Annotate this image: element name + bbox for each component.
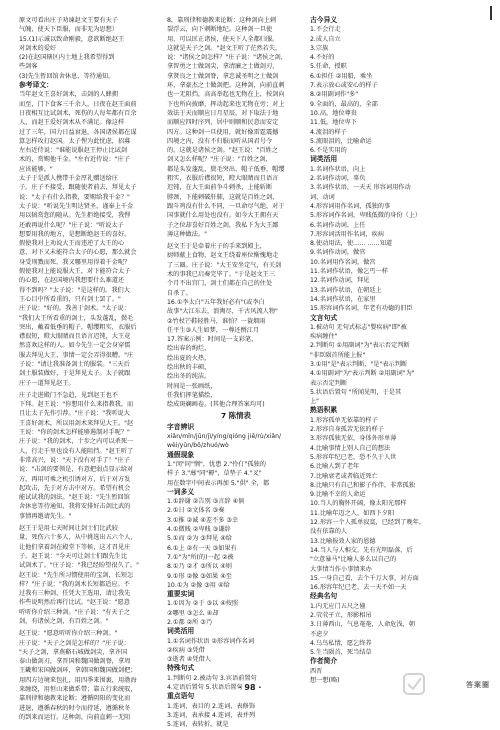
middle-column-line: 任我们挥笔描绘， bbox=[167, 391, 217, 399]
right-column-line: 4.不好的 bbox=[310, 54, 335, 62]
middle-column-line: 绘出冬的纯洁。 bbox=[167, 373, 211, 381]
middle-column-line: 跟斗鸡没有什么不同，一旦命尽气绝，对于 bbox=[167, 202, 285, 210]
right-column-line: 4.流泪的样子 bbox=[310, 128, 347, 136]
middle-column-line: 3.连词，表承接 4.连词，表并列 bbox=[167, 711, 256, 719]
right-column-line: 3.形容孤独无依，身体外形单薄 bbox=[310, 435, 397, 443]
middle-column-line: 术的事我已启奏完毕了。"于是赵文王三 bbox=[167, 271, 276, 279]
middle-column-line: 绘出夏的火热， bbox=[167, 354, 211, 362]
middle-column-line: 1.连词，表目的 2.连词，表修饰 bbox=[167, 702, 256, 710]
middle-column-line: 子之位却喜好百姓之剑，我私下为大王鄙 bbox=[167, 221, 279, 229]
left-column-line: 来缠绕，用恒山来做系带；靠五行来统驭， bbox=[19, 686, 137, 694]
right-column-line: 9.全面的，最高的，全部 bbox=[310, 100, 378, 108]
middle-column-line: 7 陈情表 bbox=[221, 411, 251, 421]
left-column-line: 庄子走进殿门不急趋，见到赵王也不 bbox=[19, 391, 118, 399]
middle-column-line: 1.①因为 ②于 ③以 ④按照 bbox=[167, 600, 239, 608]
right-column-line: 6.名词作动词，上任 bbox=[310, 221, 366, 229]
middle-column-line: 迟钝，在大王面前争斗刺杀，上能斩断 bbox=[167, 184, 273, 192]
middle-column-line: 故事"大江东去，浪淘尽，千古风流人物" bbox=[167, 308, 278, 316]
right-column-line: 1.内无应门五尺之僮 bbox=[310, 602, 366, 610]
right-column-line: 2.名词作动词，辜负 bbox=[310, 175, 366, 183]
right-column-line: 3.名词作状语，一天天 形容词用作动 bbox=[310, 184, 411, 192]
left-column-line: 王喜好剑术，所以用剑术来拜见大王。"赵 bbox=[19, 419, 134, 427]
middle-column-line: ②竹杖芒鞋轻胜马，谁怕？一蓑烟雨 bbox=[167, 317, 266, 325]
middle-column-line: 6.①上 ②有一天 ③如果有 bbox=[167, 544, 237, 552]
middle-column-line: 词类活用 bbox=[167, 627, 195, 636]
middle-column-line: 通假现象 bbox=[167, 450, 195, 459]
left-column-line: 襟很短，瞪大眼睛而且语言迟钝，大王竟 bbox=[19, 333, 131, 341]
right-column-line: 1.被动句 无句式标志"婴疾病"即"被 bbox=[310, 323, 407, 331]
middle-column-line: 5.连词，表转折，就是 bbox=[167, 721, 229, 729]
middle-column-line: 16.①李太白"五年我好必有"(或李白 bbox=[167, 298, 265, 306]
left-column-line: 人，行走千里也没有人能阻挡。"赵王听了 bbox=[19, 447, 134, 455]
left-column-line: "我们大王所看重的剑士，头发蓬乱，鬓毛 bbox=[19, 314, 134, 322]
right-column-line: 想一想(略) bbox=[310, 677, 340, 685]
right-column-line: 8.使动用法，使…… ……知道 bbox=[310, 240, 393, 248]
middle-column-line: 重要实词 bbox=[167, 590, 195, 599]
right-column-line: 12.名词作动词，拜见 bbox=[310, 277, 370, 285]
right-column-line: 6.①担任 ②用船，乘坐 bbox=[310, 72, 373, 80]
left-column-line: 起攻击，先于对方击中对方。希望有机会 bbox=[19, 484, 131, 492]
column-left bbox=[19, 16, 162, 721]
left-column-line: 方，再用可乘之机引诱对方，后于对方发 bbox=[19, 475, 131, 483]
middle-column-line: 17.答案示例：时间是一支彩笔， bbox=[167, 336, 258, 344]
left-column-line: 赵王于是用七天时间让剑士们比武较 bbox=[19, 525, 118, 533]
right-column-line: 没有依靠的人 bbox=[310, 528, 348, 536]
right-column-line: 文言句式 bbox=[310, 313, 338, 322]
left-column-line: 说："击剑的要领是，有意把弱点显示给对 bbox=[19, 466, 134, 474]
middle-column-line: 效法于天而顺应日月星辰，对下取法于地 bbox=[167, 109, 279, 117]
right-column-line: 1.不会行走 bbox=[310, 26, 341, 34]
right-column-line: 2.茕茕孑立，形影相吊 bbox=[310, 612, 372, 619]
left-column-line: 应该能够。" bbox=[19, 165, 53, 173]
left-column-line: 突出，戴着低垂的帽子，帽缨粗实，衣服后 bbox=[19, 323, 137, 331]
middle-column-line: 都是头发蓬乱、鬓毛突出、帽子低垂，帽缨 bbox=[167, 165, 285, 173]
right-column-line: 5.形容年纪已老，恐不久于人世 bbox=[310, 453, 397, 461]
middle-column-line: 脖颈，下能刺破肝肺，这就是百姓之剑， bbox=[167, 193, 279, 201]
left-column-line: 进退，遵循春秋的时令而持延，遵循秋冬 bbox=[19, 704, 131, 712]
middle-column-line: 3.①推 ②诚 ④差不多 ③幸 bbox=[167, 516, 239, 524]
left-column-line: 想要用我的地方，是想断绝赵王的喜好。 bbox=[19, 230, 131, 238]
middle-column-line: 环，拿豪杰之士做剑把。这种剑，向前直刺 bbox=[167, 82, 285, 90]
right-column-line: 4.形容词用作名词，孤独的事 bbox=[310, 202, 391, 210]
middle-column-line: xiǎn/mǐn/jūn/jì/yíng/qióng jiē/rù/xiǎn/ bbox=[167, 433, 282, 441]
right-column-line: 3.宗族 bbox=[310, 44, 329, 52]
right-column-line: 10.名词用作名词，做宫 bbox=[310, 258, 376, 266]
left-column-line: 算怎样攻打赵国。太子悝为此忧虑，招募 bbox=[19, 137, 131, 145]
right-column-line: 14.当人与人相交，先有光明磊落，后 bbox=[310, 546, 413, 554]
right-column-line: 8.比喻只有自己和影子作伴，非常孤独 bbox=[310, 481, 415, 489]
middle-column-line: 个月不出宫门，剑士们都在自己的住处 bbox=[167, 280, 273, 288]
right-column-line: 2.形容自身孤苦无依的样子 bbox=[310, 426, 384, 434]
middle-column-line: 8，靠刑律和德教来论断；这种剑向上刺 bbox=[167, 17, 277, 24]
right-column-line: 大事情当作小事情来办 bbox=[310, 565, 372, 573]
corner-mark bbox=[490, 6, 492, 20]
left-column-line: 子。庄子不接受，跟随使者前去，拜见太子 bbox=[19, 184, 137, 192]
left-column-line: 15.(1)示诚以致命刚毅，意欲断绝赵王 bbox=[19, 35, 125, 43]
middle-column-line: 7.①"为"所(的)一起 ②被 bbox=[167, 553, 234, 561]
left-column-line: 下拜。赵王说："你想用什么来指教我，而 bbox=[19, 401, 134, 409]
right-column-line: 11.低，地位卑下 bbox=[310, 119, 357, 127]
left-column-line: 庄子一道拜见赵王。 bbox=[19, 379, 75, 387]
middle-column-line: 4.定语后置句 5.状语后置句 bbox=[167, 684, 243, 692]
left-column-line: 且让太子先作引荐。"庄子说："我听说大 bbox=[19, 410, 130, 418]
right-column-line: 7.表示放心或安心的样子 bbox=[310, 82, 378, 90]
left-column-line: 王畿和宋国做剑环，拿韩国和魏国做剑把； bbox=[19, 667, 137, 675]
middle-column-line: 8.①乃 ②才 ③所以 ④则 bbox=[167, 563, 232, 571]
middle-column-line: ②疾病 ③凭借 bbox=[167, 646, 205, 654]
middle-column-line: 9.①形 ②像 ③如果 ④至 bbox=[167, 572, 232, 580]
left-column-line: 日夜相互比试剑术，死伤的人每年都有百余 bbox=[19, 109, 137, 117]
column-right bbox=[310, 16, 475, 685]
left-column-line: 剑，有诸侯之剑，有百姓之剑。" bbox=[19, 618, 109, 625]
left-column-line: 子。赵王说："今天可让剑士们跟先生比 bbox=[19, 552, 128, 560]
middle-column-line: 1."闵"同"悯"，忧患 2."伶仃"孤独的 bbox=[167, 460, 266, 468]
left-column-line: 过我有三种剑，任凭大王选用，请让我先 bbox=[19, 590, 131, 598]
left-column-line: 而至，门下食客三千余人，日夜在赵王面前 bbox=[19, 100, 137, 108]
middle-column-line: 2.①日 ②文体名 ③奏 bbox=[167, 507, 225, 515]
right-column-line: 熟语积累 bbox=[310, 406, 338, 415]
right-column-line: 西晋 bbox=[310, 667, 323, 675]
right-column-line: 9.名词作动词，做官 bbox=[310, 249, 366, 257]
right-column-line: 12.形容一个人孤单寂寞，已经到了晚年， bbox=[310, 519, 426, 527]
right-column-line: 15.形容词作名词，年老有功德的旧臣 bbox=[310, 305, 413, 313]
right-column-line: "非臣陨首所能上报" bbox=[310, 351, 366, 359]
left-column-line: 说："太子有什么指教，要赐给我千金？" bbox=[19, 193, 130, 201]
middle-column-line: 2.①都 ②所 ③乃 bbox=[167, 619, 213, 626]
left-column-line: 能试试我的剑法。"赵王说："先生暂回馆 bbox=[19, 494, 130, 502]
left-column-line: 意，对下又未能符合太子的心愿，那么就会 bbox=[19, 249, 137, 257]
right-column-line: 4.①用副词"为"表示判断 ②用副词"为" bbox=[310, 370, 415, 378]
middle-column-line: 的。这就是诸侯之剑。"赵王说："百姓之 bbox=[167, 147, 278, 155]
left-column-line: 太子于是派人携带千金厚礼赠送给庄 bbox=[19, 175, 118, 183]
left-column-line: 当年赵文王喜好剑术，击剑的人蜂拥 bbox=[19, 91, 118, 99]
left-column-line: 试剑术了。"庄子说："我已经盼望很久了。" bbox=[19, 562, 139, 570]
right-column-line: 1.形容孤单无依靠的样子 bbox=[310, 416, 378, 424]
middle-column-line: 1.①名词作状语 ②形容词作名词 bbox=[167, 637, 255, 645]
middle-column-line: 时间是一张画纸， bbox=[167, 382, 217, 390]
watermark-text: 答案圈 bbox=[466, 681, 490, 689]
right-column-line: 不虑夕 bbox=[310, 630, 329, 638]
right-column-line: 6.不是实用的 bbox=[310, 147, 347, 155]
right-column-line: 4.乌鸟私情，愿乞终养 bbox=[310, 639, 372, 647]
right-column-line: 表示否定判断 bbox=[310, 379, 348, 387]
left-column-line: 王说："你的剑术怎样能够遏制对手呢？" bbox=[19, 429, 130, 437]
right-column-line: 疾病缠住" bbox=[310, 333, 338, 341]
left-column-line: 服去拜见大王，事情一定会弄得很糟。"庄 bbox=[19, 351, 134, 359]
right-column-line: 3.日薄西山，气息奄奄，人命危浅，朝 bbox=[310, 621, 415, 629]
right-column-line: 5.形容词作名词，卑贱低微的身份（上） bbox=[310, 212, 422, 220]
right-column-line: 11.名词作状语，像乞丐一样 bbox=[310, 268, 388, 276]
left-column-line: 样？"庄子说："我的剑术长短都适应。不 bbox=[19, 580, 130, 588]
left-column-line: 泰山做剑刃，拿晋国和魏国做剑脊，拿周 bbox=[19, 658, 131, 666]
middle-column-line: 这就是天子之剑。"赵文王听了茫然若失， bbox=[167, 44, 282, 52]
left-column-line: 用四方边境来包扎，用四季来围裹，用渤海 bbox=[19, 676, 137, 684]
left-column-line: (3)先生暂回馆舍休息，等待通知。 bbox=[19, 72, 115, 80]
middle-column-line: 拿智勇之士做剑尖，拿清廉之士做剑刃， bbox=[167, 63, 279, 71]
right-column-line: 作者简介 bbox=[310, 657, 338, 666]
right-column-line: 3.①用"是"表示判断，"是"表示判断 bbox=[310, 360, 408, 368]
middle-column-line: 四境之内，没有不归服而听从国君号令 bbox=[167, 137, 273, 145]
left-column-line: 还敢再说什么呢？"庄子说："听说太子 bbox=[19, 221, 124, 229]
left-column-line: 事情再邀请先生。" bbox=[19, 512, 72, 520]
left-column-line: 过了三年，国力日益衰退，各国诸侯都在谋 bbox=[19, 128, 137, 136]
middle-column-line: 拿贤良之士做剑脊，拿忠诚圣明之士做剑 bbox=[167, 72, 279, 80]
left-column-line: 庄子说："好的。我善于剑术。"太子说： bbox=[19, 305, 130, 313]
right-column-line: 15.一身自己看，去个千万大事，对方面 bbox=[310, 574, 419, 582]
middle-column-line: 字音辨识 bbox=[167, 422, 195, 431]
left-column-line: 子说："请让我准备剑士的服装。"三天后 bbox=[19, 360, 130, 368]
right-column-line: 11.比喻年迈之人，如西下夕阳 bbox=[310, 509, 395, 517]
left-column-line: 假使我对上能说服大王，对下能符合太子 bbox=[19, 268, 131, 276]
right-column-line: 2.成人自立 bbox=[310, 35, 341, 43]
middle-column-line: 样子 3."蓐"同"褥"，草垫子 4."叉" bbox=[167, 470, 262, 478]
right-column-line: 8.②用副词作"多" bbox=[310, 91, 359, 99]
left-column-line: 作些说明然后再行比试。"赵王说："愿意 bbox=[19, 599, 130, 607]
left-column-line: 靠刑律和德教来论断；遵循阴阳的变化而 bbox=[19, 695, 131, 703]
left-column-line: 的心愿，在赵国境内我想要什么难道还 bbox=[19, 277, 125, 285]
right-column-line: 10.当人的胸怀开阔，像太阳光那样 bbox=[310, 500, 407, 508]
middle-column-line: wèi/yǔn/bō/zhuó/wò bbox=[167, 442, 229, 450]
middle-column-line: 也一无阻挡，高高举起也无物在上，按剑向 bbox=[167, 91, 285, 99]
left-column-line: 王心目中所看重的，只有剑士罢了。" bbox=[19, 295, 121, 303]
left-column-line: 假使我对上劝说大王而违逆了大王的心 bbox=[19, 240, 125, 248]
right-column-line: 5.流眼泪的，比喻命运 bbox=[310, 137, 372, 145]
left-column-line: 身受刑戮而死，我又哪里用得着千金呢？ bbox=[19, 258, 131, 266]
left-column-line: 然喜欢这样的人。如今先生一定会身穿儒 bbox=[19, 342, 131, 350]
left-column-line: 左右近侍说："谁能说服赵王停止比试剑 bbox=[19, 147, 128, 155]
left-column-line: 用以犒赏您的随从。先生拒绝接受，我悝 bbox=[19, 212, 131, 220]
middle-column-line: 绘成斑斓画卷。(其他合理答案均可) bbox=[167, 401, 265, 409]
left-column-line: 些剑客 bbox=[19, 63, 38, 71]
right-column-line: 9.比喻不幸的人命运 bbox=[310, 491, 366, 499]
left-column-line: (2)在赵国辖区内土地上我希望得到 bbox=[19, 54, 115, 62]
middle-column-line: ③逝者 ④凭借人 bbox=[167, 656, 211, 664]
left-column-line: 庄子说："我的剑术，十步之内可以杀死一 bbox=[19, 438, 134, 446]
left-column-line: 得不到吗？"太子说："是这样的。我们大 bbox=[19, 286, 130, 294]
middle-column-line: 10.①为 ②像 ③用 ④给 bbox=[167, 581, 230, 589]
left-column-line: 让他们拿着剑在殿堂下等候，这才召见庄 bbox=[19, 543, 131, 551]
right-column-line: 6.比喻人到了老年 bbox=[310, 463, 360, 471]
left-column-line: 术的，赏赐他千金。"左右近侍说："庄子 bbox=[19, 156, 130, 164]
left-column-line: 舍休息等待通知，我将安排好击剑比武的 bbox=[19, 503, 131, 511]
middle-column-line: ②哪里 ③怎么 ④却 bbox=[167, 609, 219, 617]
middle-column-line: 绘出春的绚烂， bbox=[167, 345, 211, 353]
left-column-line: 赵王说："愿意听听你介绍三种剑。" bbox=[19, 630, 118, 638]
middle-column-line: 了三圈。庄子说："大王安坐定气，有关剑 bbox=[167, 261, 282, 269]
right-column-line: 13.比喻报效人家的恩德 bbox=[310, 537, 376, 545]
middle-column-line: 5.①而 ②为 ③拜见 ④给 bbox=[167, 535, 232, 543]
right-column-line: 5.生当陨首，死当结草 bbox=[310, 649, 372, 657]
right-column-line: 7.比喻衰老或者临近死亡 bbox=[310, 472, 378, 480]
left-column-line: 庄子说："天子之剑是怎样的？"庄子说： bbox=[19, 639, 130, 647]
middle-column-line: 绘出秋的丰硕， bbox=[167, 363, 211, 371]
right-column-line: 2.判断句 ①用副词"为"表示否定判断 bbox=[310, 342, 410, 350]
left-column-line: 原文可看出庄子劝谏赵文王要有天子 bbox=[19, 17, 118, 24]
right-column-line: 4.比喻事情上别人自己的想法 bbox=[310, 444, 391, 452]
middle-column-line: 4.①微贱 ②卑贱 ③谦辞 bbox=[167, 526, 231, 534]
right-column-line: 5.任命，授职 bbox=[310, 63, 347, 71]
right-column-line: 13.名词作状语，在朝廷上 bbox=[310, 286, 382, 294]
left-column-line: "天子之剑，拿燕谿石城做剑尖，拿齐国 bbox=[19, 648, 128, 656]
left-column-line: 量，死伤六十多人，从中挑选出五六个人， bbox=[19, 534, 137, 542]
right-column-line: 7.形容词活用作名词，疾病 bbox=[310, 230, 384, 238]
middle-column-line: 1.判断句 2.被动句 3.宾语前置句 bbox=[167, 674, 257, 682]
middle-column-line: 1.①辞谢 ②告别 ③言辞 ④倘 bbox=[167, 498, 245, 506]
left-column-line: 人，而赵王爱好剑术从不满足。像这样 bbox=[19, 119, 125, 127]
middle-column-line: 剑又怎么样呢？"庄子说："百姓之剑， bbox=[167, 156, 272, 164]
right-column-line: 词类活用 bbox=[310, 155, 338, 164]
page-number: · 98 · bbox=[238, 683, 262, 692]
middle-column-line: 用，可以匡正诸侯，使天下人全都归服。 bbox=[167, 35, 279, 43]
middle-column-line: 下也所向披靡，挥动起来也无物在旁；对上 bbox=[167, 100, 285, 108]
right-column-line: 词，动词 bbox=[310, 193, 335, 201]
right-column-line: 16.形容年纪已老，去一天不如一天 bbox=[310, 584, 407, 592]
middle-column-line: 说："诸侯之剑怎样？"庄子说："诸侯之剑， bbox=[167, 54, 287, 62]
right-column-line: 经典名句 bbox=[310, 592, 338, 601]
middle-column-line: 重点语句 bbox=[167, 692, 195, 701]
right-column-line: 14.名词作状语，在家里 bbox=[310, 295, 376, 303]
middle-column-line: 厨师献上食物，赵文王绕着座位惭愧地走 bbox=[167, 252, 279, 260]
left-column-line: 的到来而运行。这种剑，向前直刺一无阻 bbox=[19, 713, 131, 721]
left-column-line: 参考译文： bbox=[19, 81, 53, 90]
left-column-line: 听听你介绍三种剑。"庄子说："有天子之 bbox=[19, 608, 130, 616]
middle-column-line: 四方。这种剑一旦使用，就好像雷霆震撼 bbox=[167, 128, 279, 136]
middle-column-line: 赵文王于是牵着庄子的手来到殿上， bbox=[167, 243, 266, 251]
right-column-line: 上" bbox=[310, 398, 320, 406]
right-column-line: 5.状语后置句 "所闻见明，于是其 bbox=[310, 388, 402, 396]
middle-column-line: 自杀了。 bbox=[167, 289, 192, 297]
left-column-line: 非常高兴，说："天下没有对手了！"庄子 bbox=[19, 456, 130, 464]
middle-column-line: 用在数字中间表示再加 5."供" 全，都 bbox=[167, 479, 270, 487]
middle-column-line: 国事就什么用处也没有。如今大王拥有天 bbox=[167, 212, 279, 220]
right-column-line: 1.名词作状语，向上 bbox=[310, 165, 366, 173]
right-column-line: 古今异义 bbox=[310, 16, 338, 24]
middle-column-line: 一词多义 bbox=[167, 487, 195, 496]
left-column-line: 对剑术的爱好 bbox=[19, 44, 57, 52]
left-column-line: 赵王说："先生所习惯使用的宝剑，长短怎 bbox=[19, 571, 134, 579]
left-column-line: 气魄，使天下臣服，而非无为思想） bbox=[19, 26, 118, 34]
middle-column-line: 薄这种做法。" bbox=[167, 230, 207, 238]
middle-column-line: 粗实，衣服后襟很短，瞪大眼睛而且语言 bbox=[167, 175, 279, 183]
middle-column-line: 而顺应四时序列，居中则顺和民意而安定 bbox=[167, 119, 279, 127]
right-column-line: "立意暴马"比喻人多么以自己的 bbox=[310, 556, 397, 564]
middle-column-line: 裂浮云，向下刺断地纪。这种剑一旦使 bbox=[167, 26, 273, 34]
middle-column-line: 任平生③人生如梦，一尊还酹江月 bbox=[167, 326, 260, 334]
middle-column-line: 特殊句式 bbox=[167, 664, 195, 673]
right-column-line: 10.高，地位尊贵 bbox=[310, 109, 357, 117]
left-column-line: 太子说："听说先生明达贤圣，谨奉上千金 bbox=[19, 202, 134, 210]
left-column-line: 剑士服装做好，于是拜见太子。太子就跟 bbox=[19, 370, 131, 378]
